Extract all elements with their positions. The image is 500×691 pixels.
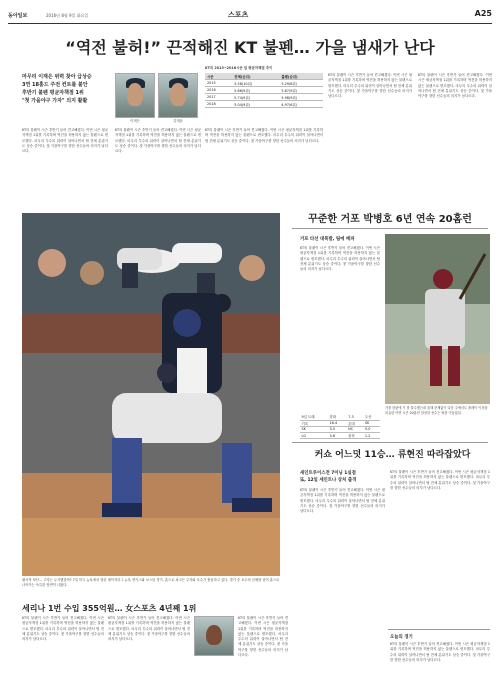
- table-cell: 5.04(9위): [232, 101, 279, 108]
- subhead-line: 3연 18홈드 주전 컨트롤 불안: [22, 82, 88, 88]
- stat-table-title: KT의 2015~2016시즌 팀 평균자책점 추이: [205, 66, 273, 70]
- player-name: 이재은: [130, 119, 140, 123]
- table-row: [205, 94, 323, 101]
- divider: [292, 442, 488, 443]
- article-column: KT의 불펜이 시즌 후반기 들어 견고해졌다. 이번 시즌 평균자책점 1위를 기록하며 역전을 허용하지 않는 불펜으로 변모했다. 마무리 투수의 위력이 살아나면서 팀 전체 분위기도 상승 중이다. 첫 가을야구를 향한 선수들의 의지가 남다르다.: [390, 642, 490, 662]
- table-cell: 3-6: [328, 432, 347, 439]
- todays-games-title: 오늘의 경기: [390, 635, 413, 640]
- table-cell: 1-2: [363, 432, 380, 439]
- table-cell: SK: [363, 420, 380, 427]
- paper-name: 동아일보: [8, 13, 28, 19]
- table-cell: LG: [300, 432, 328, 439]
- subhead-2: 거포 타선 대폭발, 팀에 매파: [300, 237, 355, 242]
- headline-2: 꾸준한 거포 박병호 6년 연속 20홈런: [308, 214, 472, 225]
- table-cell: 한화: [328, 414, 347, 420]
- divider: [292, 228, 488, 229]
- section-title: 스포츠: [228, 11, 249, 19]
- table-cell: 4.97(6위): [279, 101, 323, 108]
- table-cell: 기록: [300, 420, 328, 427]
- table-row: [300, 420, 380, 427]
- paper-date: 2016년 8월 9일 화요일: [46, 13, 89, 18]
- table-cell: 7-3: [347, 414, 364, 420]
- article-column: KT의 불펜이 시즌 후반기 들어 견고해졌다. 이번 시즌 평균자책점 1위를 기록하며 역전을 허용하지 않는 불펜으로 변모했다. 마무리 투수의 위력이 살아나면서 팀 전체 분위기도 상승 중이다. 첫 가을야구를 향한 선수들의 의지가 남다르다.: [238, 616, 288, 658]
- divider: [388, 629, 490, 630]
- table-cell: 2016: [205, 87, 232, 94]
- table-header: 시즌: [205, 73, 232, 80]
- table-cell: 5.29(8위): [279, 80, 323, 87]
- player-photo: [158, 73, 198, 118]
- table-row: [300, 432, 380, 439]
- tennis-player-photo: [194, 616, 234, 656]
- page-number: A25: [474, 9, 492, 18]
- stat-table: [205, 73, 323, 108]
- table-row: [205, 87, 323, 94]
- table-cell: 2018: [205, 101, 232, 108]
- score-table: [300, 414, 380, 439]
- table-cell: 삼성: [347, 432, 364, 439]
- headline-4: 세리나 1번 수입 355억원… 女스포츠 4년째 1위: [22, 604, 197, 613]
- article-column: KT의 불펜이 시즌 후반기 들어 견고해졌다. 이번 시즌 평균자책점 1위를 기록하며 역전을 허용하지 않는 불펜으로 변모했다. 마무리 투수의 위력이 살아나면서 팀 전체 분위기도 상승 중이다. 첫 가을야구를 향한 선수들의 의지가 남다르다.: [418, 73, 492, 99]
- table-row: [205, 101, 323, 108]
- article-column: KT의 불펜이 시즌 후반기 들어 견고해졌다. 이번 시즌 평균자책점 1위를 기록하며 역전을 허용하지 않는 불펜으로 변모했다. 마무리 투수의 위력이 살아나면서 팀 전체 분위기도 상승 중이다. 첫 가을야구를 향한 선수들의 의지가 남다르다.: [22, 616, 104, 642]
- table-cell: 두산: [363, 414, 380, 420]
- subhead-line: "첫 가을야구 가자" 의지 활활: [22, 98, 88, 104]
- player-name: 김재윤: [173, 119, 183, 123]
- photo-caption: 가을 한판에 기 잠 불수했는데 올해 문제없이 다음 주에서도 플레이 이상을 치유한 이번 시즌 20홈런 달성한 선수는 팀을 이끌었다.: [385, 406, 488, 415]
- table-row: [205, 80, 323, 87]
- main-headline: “역전 불허!” 끈적해진 KT 불펜… 가을 냄새가 난다: [65, 38, 435, 57]
- article-column: KT의 불펜이 시즌 후반기 들어 견고해졌다. 이번 시즌 평균자책점 1위를 기록하며 역전을 허용하지 않는 불펜으로 변모했다. 마무리 투수의 위력이 살아나면서 팀 전체 분위기도 상승 중이다. 첫 가을야구를 향한 선수들의 의지가 남다르다.: [22, 128, 108, 154]
- baseball-collision-photo: [22, 213, 280, 576]
- table-header: 불펜(순위): [279, 73, 323, 80]
- article-column: KT의 불펜이 시즌 후반기 들어 견고해졌다. 이번 시즌 평균자책점 1위를 기록하며 역전을 허용하지 않는 불펜으로 변모했다. 마무리 투수의 위력이 살아나면서 팀 전체 분위기도 상승 중이다. 첫 가을야구를 향한 선수들의 의지가 남다르다.: [300, 246, 380, 272]
- subhead-3: [300, 470, 385, 484]
- subhead-line: 또, 12일 세인트나 상처 출격: [300, 478, 357, 483]
- table-cell: 3-0: [328, 427, 347, 433]
- article-column: KT의 불펜이 시즌 후반기 들어 견고해졌다. 이번 시즌 평균자책점 1위를 기록하며 역전을 허용하지 않는 불펜으로 변모했다. 마무리 투수의 위력이 살아나면서 팀 전체 분위기도 상승 중이다. 첫 가을야구를 향한 선수들의 의지가 남다르다.: [390, 470, 490, 490]
- article-column: KT의 불펜이 시즌 후반기 들어 견고해졌다. 이번 시즌 평균자책점 1위를 기록하며 역전을 허용하지 않는 불펜으로 변모했다. 마무리 투수의 위력이 살아나면서 팀 전체 분위기도 상승 중이다. 첫 가을야구를 향한 선수들의 의지가 남다르다.: [300, 488, 385, 514]
- table-cell: NC: [347, 427, 364, 433]
- table-cell: 9일 트래: [300, 414, 328, 420]
- subhead-line: 새인트루이스전 7이닝 1실점: [300, 471, 356, 476]
- article-column: KT의 불펜이 시즌 후반기 들어 견고해졌다. 이번 시즌 평균자책점 1위를 기록하며 역전을 허용하지 않는 불펜으로 변모했다. 마무리 투수의 위력이 살아나면서 팀 전체 분위기도 상승 중이다. 첫 가을야구를 향한 선수들의 의지가 남다르다.: [108, 616, 190, 642]
- main-subhead: [22, 73, 108, 105]
- table-cell: 5.98(9위): [279, 94, 323, 101]
- masthead: [8, 4, 492, 24]
- photo-caption: 필사적 차단… 주자는 무사했을까? 7일 미국 뉴욕에서 열린 메이저리그 뉴욕 양키스와 보스턴 경기. 홈으로 파고든 주자와 포수가 충돌하고 있다. 경기 중 포수의 신체를 넘어 홈으로 나아가는 독특한 장면이 나왔다.: [22, 578, 280, 587]
- article-column: KT의 불펜이 시즌 후반기 들어 견고해졌다. 이번 시즌 평균자책점 1위를 기록하며 역전을 허용하지 않는 불펜으로 변모했다. 마무리 투수의 위력이 살아나면서 팀 전체 분위기도 상승 중이다. 첫 가을야구를 향한 선수들의 의지가 남다르다.: [328, 73, 412, 99]
- headline-3: 커쇼 어느덧 11승… 류현진 따라잡았다: [314, 450, 471, 460]
- article-column: KT의 불펜이 시즌 후반기 들어 견고해졌다. 이번 시즌 평균자책점 1위를 기록하며 역전을 허용하지 않는 불펜으로 변모했다. 마무리 투수의 위력이 살아나면서 팀 전체 분위기도 상승 중이다. 첫 가을야구를 향한 선수들의 의지가 남다르다.: [205, 128, 323, 143]
- table-cell: 2017: [205, 94, 232, 101]
- table-cell: 5.56(10위): [232, 80, 279, 87]
- table-cell: 5.67(9위): [279, 87, 323, 94]
- table-cell: SK: [300, 427, 328, 433]
- table-cell: 5.66(9위): [232, 87, 279, 94]
- subhead-line: 후반기 불펜 평균자책점 1위: [22, 90, 84, 96]
- subhead-line: 마무리 이재은 위력 찾아 급상승: [22, 74, 92, 80]
- table-header: 전체(순위): [232, 73, 279, 80]
- table-cell: 16-4: [328, 420, 347, 427]
- table-cell: 2015: [205, 80, 232, 87]
- table-cell: 5.74(9위): [232, 94, 279, 101]
- table-cell: 롯데: [347, 420, 364, 427]
- baseball-batter-photo: [385, 234, 490, 404]
- article-column: KT의 불펜이 시즌 후반기 들어 견고해졌다. 이번 시즌 평균자책점 1위를 기록하며 역전을 허용하지 않는 불펜으로 변모했다. 마무리 투수의 위력이 살아나면서 팀 전체 분위기도 상승 중이다. 첫 가을야구를 향한 선수들의 의지가 남다르다.: [115, 128, 201, 154]
- table-cell: 5-0: [363, 427, 380, 433]
- player-photo: [115, 73, 155, 118]
